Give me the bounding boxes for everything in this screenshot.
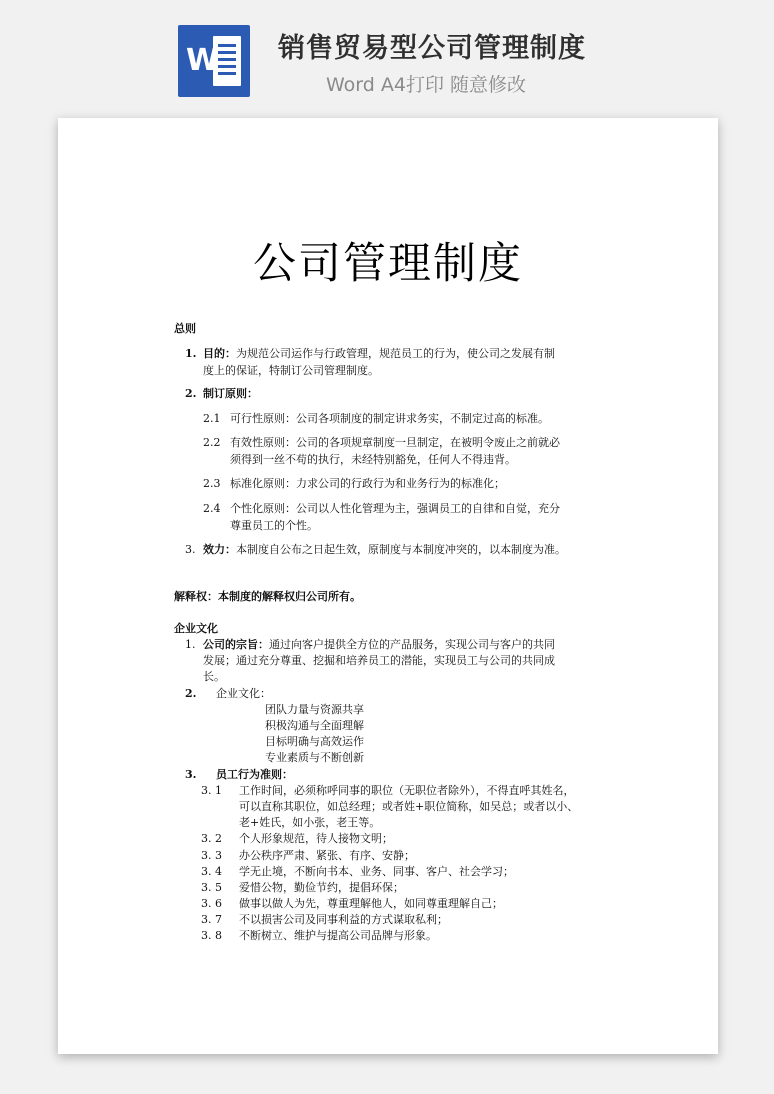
rule-text-cont: 可以直称其职位，如总经理；或者姓+职位简称，如吴总；或者以小、 <box>239 800 579 813</box>
rule-text: 不以损害公司及同事利益的方式谋取私利； <box>239 913 448 926</box>
list-number: 1. <box>185 347 197 360</box>
item-label: 公司的宗旨： <box>203 638 269 651</box>
sub-item-text: 个性化原则：公司以人性化管理为主，强调员工的自律和自觉，充分 <box>230 502 560 515</box>
rule-text: 做事以做人为先，尊重理解他人，如同尊重理解自己； <box>239 897 503 910</box>
item-label: 效力： <box>203 543 236 556</box>
item-text: 本制度自公布之日起生效，原制度与本制度冲突的，以本制度为准。 <box>236 543 566 556</box>
rule-number: 3. 2 <box>201 832 222 845</box>
rule-text: 学无止境，不断向书本、业务、同事、客户、社会学习； <box>239 865 514 878</box>
sub-number: 2.4 <box>203 502 221 515</box>
sub-item-text: 有效性原则：公司的各项规章制度一旦制定，在被明令废止之前就必 <box>230 436 560 449</box>
section-heading-general: 总则 <box>174 322 196 335</box>
item-label-principles: 制订原则： <box>203 387 258 400</box>
rule-text: 爱惜公物，勤俭节约，提倡环保； <box>239 881 404 894</box>
item-text: 通过向客户提供全方位的产品服务，实现公司与客户的共同 <box>269 638 555 651</box>
rule-text: 办公秩序严肃、紧张、有序、安静； <box>239 849 415 862</box>
section-heading-culture: 企业文化 <box>174 622 218 635</box>
document-page <box>58 118 718 1054</box>
item-label-culture: 企业文化： <box>216 687 271 700</box>
sub-item-text-cont: 须得到一丝不苟的执行，未经特别豁免，任何人不得违背。 <box>230 453 516 466</box>
rule-number: 3. 7 <box>201 913 222 926</box>
item-label-conduct: 员工行为准则： <box>216 768 293 781</box>
sub-number: 2.1 <box>203 412 221 425</box>
document-title: 公司管理制度 <box>253 239 523 289</box>
item-label: 目的： <box>203 347 236 360</box>
rule-number: 3. 5 <box>201 881 222 894</box>
item-text-cont: 度上的保证，特制订公司管理制度。 <box>203 364 379 377</box>
item-text: 为规范公司运作与行政管理，规范员工的行为，使公司之发展有制 <box>236 347 555 360</box>
list-item-validity <box>203 542 566 559</box>
word-icon-letter: W <box>186 43 220 78</box>
rule-number: 3. 4 <box>201 865 222 878</box>
list-number: 3. <box>185 768 197 781</box>
banner-title: 销售贸易型公司管理制度 <box>278 33 586 64</box>
list-number: 2. <box>185 387 197 400</box>
header-banner <box>0 0 774 110</box>
rule-text-cont: 老+姓氏，如小张，老王等。 <box>239 816 381 829</box>
list-item-purpose <box>203 346 555 363</box>
banner-subtitle: Word A4打印 随意修改 <box>326 74 527 96</box>
sub-number: 2.2 <box>203 436 221 449</box>
rule-number: 3. 1 <box>201 784 222 797</box>
rule-number: 3. 6 <box>201 897 222 910</box>
rule-text: 不断树立、维护与提高公司品牌与形象。 <box>239 929 437 942</box>
rule-number: 3. 8 <box>201 929 222 942</box>
sub-number: 2.3 <box>203 477 221 490</box>
culture-value: 积极沟通与全面理解 <box>265 719 364 732</box>
list-item-mission <box>203 637 555 654</box>
interpretation-statement: 解释权：本制度的解释权归公司所有。 <box>174 590 361 603</box>
rule-text: 个人形象规范，待人接物文明； <box>239 832 393 845</box>
sub-item-text-cont: 尊重员工的个性。 <box>230 519 318 532</box>
word-icon <box>178 25 250 97</box>
sub-item-text: 可行性原则：公司各项制度的制定讲求务实，不制定过高的标准。 <box>230 412 549 425</box>
sub-item-text: 标准化原则：力求公司的行政行为和业务行为的标准化； <box>230 477 505 490</box>
item-text-cont: 长。 <box>203 670 225 683</box>
rule-text: 工作时间，必须称呼同事的职位（无职位者除外），不得直呼其姓名， <box>239 784 575 797</box>
item-text-cont: 发展；通过充分尊重、挖掘和培养员工的潜能，实现员工与公司的共同成 <box>203 654 555 667</box>
culture-value: 团队力量与资源共享 <box>265 703 364 716</box>
list-number: 1. <box>185 638 196 651</box>
rule-number: 3. 3 <box>201 849 222 862</box>
list-number: 2. <box>185 687 197 700</box>
culture-value: 专业素质与不断创新 <box>265 751 364 764</box>
culture-value: 目标明确与高效运作 <box>265 735 364 748</box>
list-number: 3. <box>185 543 196 556</box>
